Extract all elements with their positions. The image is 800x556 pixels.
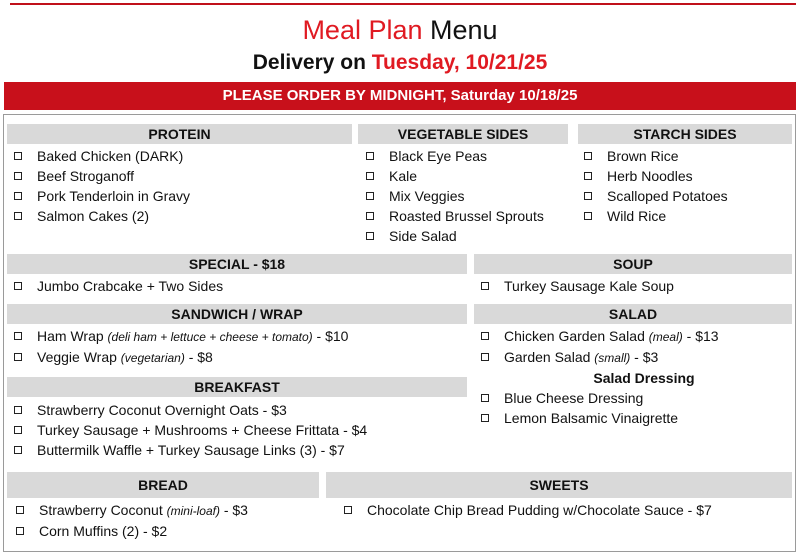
checkbox[interactable] <box>584 192 592 200</box>
list-item[interactable] <box>481 388 678 408</box>
list-item[interactable] <box>14 206 190 226</box>
checkbox[interactable] <box>584 212 592 220</box>
protein-list <box>14 146 190 226</box>
checkbox[interactable] <box>481 414 489 422</box>
item-label: Strawberry Coconut <box>39 502 167 518</box>
list-item[interactable] <box>16 521 248 541</box>
item-label: Turkey Sausage + Mushrooms + Cheese Frittata - $4 <box>37 422 368 438</box>
delivery-subtitle <box>0 50 800 76</box>
soup-list <box>481 276 674 296</box>
delivery-date: Tuesday, 10/21/25 <box>371 51 548 74</box>
item-note: (deli ham + lettuce + cheese + tomato) <box>107 330 313 344</box>
list-item[interactable] <box>481 276 674 296</box>
breakfast-list <box>14 400 367 460</box>
item-note: (vegetarian) <box>120 351 185 365</box>
checkbox[interactable] <box>344 506 352 514</box>
checkbox[interactable] <box>16 527 24 535</box>
item-label: Turkey Sausage Kale Soup <box>504 278 674 294</box>
checkbox[interactable] <box>14 192 22 200</box>
item-label: Veggie Wrap <box>37 349 121 365</box>
subtitle-label: Delivery on <box>252 51 372 74</box>
checkbox[interactable] <box>14 426 22 434</box>
bread-list <box>16 500 248 541</box>
list-item[interactable] <box>14 276 223 296</box>
item-label: Beef Stroganoff <box>37 168 135 184</box>
checkbox[interactable] <box>16 506 24 514</box>
list-item[interactable] <box>366 206 544 226</box>
order-deadline-banner: PLEASE ORDER BY MIDNIGHT, Saturday 10/18/25 <box>4 82 796 110</box>
item-price: - $3 <box>630 349 659 365</box>
checkbox[interactable] <box>366 232 374 240</box>
checkbox[interactable] <box>366 172 374 180</box>
starch-header: STARCH SIDES <box>578 124 792 144</box>
item-label: Wild Rice <box>607 208 667 224</box>
checkbox[interactable] <box>14 406 22 414</box>
page-title <box>0 14 800 46</box>
checkbox[interactable] <box>481 332 489 340</box>
item-label: Mix Veggies <box>389 188 465 204</box>
bread-header: BREAD <box>7 472 319 498</box>
checkbox[interactable] <box>14 332 22 340</box>
checkbox[interactable] <box>14 353 22 361</box>
list-item[interactable] <box>481 347 719 368</box>
list-item[interactable] <box>366 166 544 186</box>
item-label: Side Salad <box>389 228 457 244</box>
item-note: (meal) <box>648 330 683 344</box>
checkbox[interactable] <box>366 192 374 200</box>
item-label: Baked Chicken (DARK) <box>37 148 184 164</box>
list-item[interactable] <box>584 146 728 166</box>
checkbox[interactable] <box>481 282 489 290</box>
sandwich-header: SANDWICH / WRAP <box>7 304 467 324</box>
salad-header: SALAD <box>474 304 792 324</box>
starch-list <box>584 146 728 226</box>
item-price: - $10 <box>312 328 349 344</box>
list-item[interactable] <box>14 440 367 460</box>
checkbox[interactable] <box>14 152 22 160</box>
list-item[interactable] <box>366 146 544 166</box>
list-item[interactable] <box>14 420 367 440</box>
checkbox[interactable] <box>14 282 22 290</box>
item-label: Herb Noodles <box>607 168 693 184</box>
salad-dressing-subheader: Salad Dressing <box>593 370 695 386</box>
list-item[interactable] <box>14 166 190 186</box>
item-label: Blue Cheese Dressing <box>504 390 644 406</box>
sweets-list <box>344 500 712 520</box>
item-label: Garden Salad <box>504 349 595 365</box>
item-label: Lemon Balsamic Vinaigrette <box>504 410 679 426</box>
dressing-list <box>481 388 678 428</box>
item-price: - $8 <box>184 349 213 365</box>
protein-header: PROTEIN <box>7 124 352 144</box>
list-item[interactable] <box>344 500 712 520</box>
sandwich-list <box>14 326 348 368</box>
soup-header: SOUP <box>474 254 792 274</box>
item-label: Strawberry Coconut Overnight Oats - $3 <box>37 402 287 418</box>
item-note: (mini-loaf) <box>166 504 220 518</box>
list-item[interactable] <box>366 226 544 246</box>
item-label: Jumbo Crabcake + Two Sides <box>37 278 224 294</box>
vegetable-header: VEGETABLE SIDES <box>358 124 568 144</box>
checkbox[interactable] <box>481 353 489 361</box>
item-note: (small) <box>594 351 631 365</box>
list-item[interactable] <box>584 206 728 226</box>
top-rule <box>10 3 796 5</box>
special-list <box>14 276 223 296</box>
list-item[interactable] <box>16 500 248 521</box>
sweets-header: SWEETS <box>326 472 792 498</box>
item-label: Ham Wrap <box>37 328 108 344</box>
item-label: Scalloped Potatoes <box>607 188 728 204</box>
checkbox[interactable] <box>14 172 22 180</box>
list-item[interactable] <box>584 186 728 206</box>
item-label: Corn Muffins (2) - $2 <box>39 523 168 539</box>
item-label: Chicken Garden Salad <box>504 328 649 344</box>
checkbox[interactable] <box>14 212 22 220</box>
title-black: Menu <box>422 15 498 45</box>
list-item[interactable] <box>366 186 544 206</box>
list-item[interactable] <box>14 146 190 166</box>
list-item[interactable] <box>14 326 348 347</box>
item-label: Roasted Brussel Sprouts <box>389 208 544 224</box>
breakfast-header: BREAKFAST <box>7 377 467 397</box>
checkbox[interactable] <box>584 172 592 180</box>
checkbox[interactable] <box>366 212 374 220</box>
item-label: Black Eye Peas <box>389 148 488 164</box>
checkbox[interactable] <box>481 394 489 402</box>
list-item[interactable] <box>481 326 719 347</box>
list-item[interactable] <box>584 166 728 186</box>
item-price: - $13 <box>682 328 719 344</box>
item-price: - $3 <box>219 502 248 518</box>
item-label: Kale <box>389 168 418 184</box>
title-red: Meal Plan <box>302 15 423 45</box>
salad-list <box>481 326 719 368</box>
checkbox[interactable] <box>584 152 592 160</box>
vegetable-list <box>366 146 544 246</box>
item-label: Brown Rice <box>607 148 679 164</box>
list-item[interactable] <box>14 400 367 420</box>
special-header: SPECIAL - $18 <box>7 254 467 274</box>
list-item[interactable] <box>481 408 678 428</box>
list-item[interactable] <box>14 347 348 368</box>
list-item[interactable] <box>14 186 190 206</box>
item-label: Salmon Cakes (2) <box>37 208 150 224</box>
checkbox[interactable] <box>366 152 374 160</box>
item-label: Buttermilk Waffle + Turkey Sausage Links (3) - $7 <box>37 442 345 458</box>
item-label: Pork Tenderloin in Gravy <box>37 188 191 204</box>
item-label: Chocolate Chip Bread Pudding w/Chocolate Sauce - $7 <box>367 502 712 518</box>
checkbox[interactable] <box>14 446 22 454</box>
